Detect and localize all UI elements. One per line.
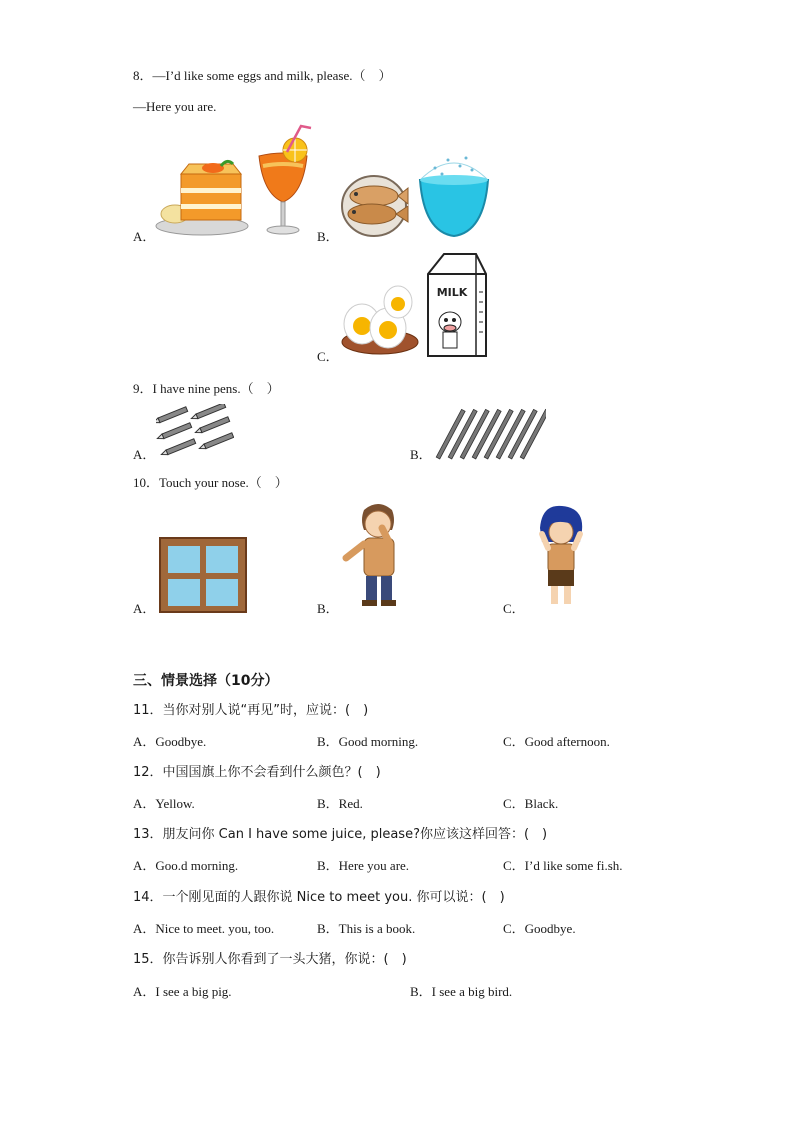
q10-option-c-label: C． [503,601,525,616]
q14-option-b: B．This is a book. [317,921,416,936]
q8-prompt: 8．—I’d like some eggs and milk, please.（ ） [133,68,392,83]
q13-prompt: 13．朋友问你 Can I have some juice, please?你应该这样回答：( ) [133,827,548,842]
boy-touching-nose-image [342,500,408,612]
q8-option-a-label: A． [133,229,156,244]
q14-prompt: 14．一个刚见面的人跟你说 Nice to meet you. 你可以说：( ) [133,890,505,905]
q11-prompt: 11．当你对别人说“再见”时，应说：( ) [133,703,369,718]
cake-and-juice-image [155,122,315,240]
q15-option-a: A．I see a big pig. [133,984,232,999]
q11-option-b: B．Good morning. [317,734,419,749]
window-image [158,536,248,614]
q9-prompt: 9．I have nine pens.（ ） [133,381,280,396]
q8-option-c-label: C． [317,349,339,364]
q8-option-b-label: B． [317,229,339,244]
q8-reply: —Here you are. [133,99,217,114]
section-three-title: 三、情景选择（10分） [133,673,279,689]
pencils-image [156,404,234,460]
q14-option-a: A．Nice to meet. you, too. [133,921,275,936]
q9-option-a-label: A． [133,447,156,462]
girl-touching-head-image [534,504,586,610]
q14-option-c: C．Goodbye. [503,921,576,936]
q13-option-c: C．I’d like some fi.sh. [503,858,623,873]
pens-image [434,404,546,462]
q12-option-b: B．Red. [317,796,363,811]
q15-prompt: 15．你告诉别人你看到了一头大猪，你说：( ) [133,952,407,967]
q15-option-b: B．I see a big bird. [410,984,513,999]
q12-option-a: A．Yellow. [133,796,195,811]
q10-prompt: 10．Touch your nose.（ ） [133,475,288,490]
q13-option-a: A．Goo.d morning. [133,858,239,873]
eggs-and-milk-image [340,252,492,362]
q10-option-a-label: A． [133,601,156,616]
milk-carton-text: MILK [436,286,468,299]
q12-prompt: 12．中国国旗上你不会看到什么颜色？( ) [133,765,381,780]
q13-option-b: B．Here you are. [317,858,410,873]
q11-option-c: C．Good afternoon. [503,734,610,749]
q9-option-b-label: B． [410,447,432,462]
q10-option-b-label: B． [317,601,339,616]
fish-and-rice-image [340,140,492,242]
q12-option-c: C．Black. [503,796,559,811]
q11-option-a: A．Goodbye. [133,734,207,749]
